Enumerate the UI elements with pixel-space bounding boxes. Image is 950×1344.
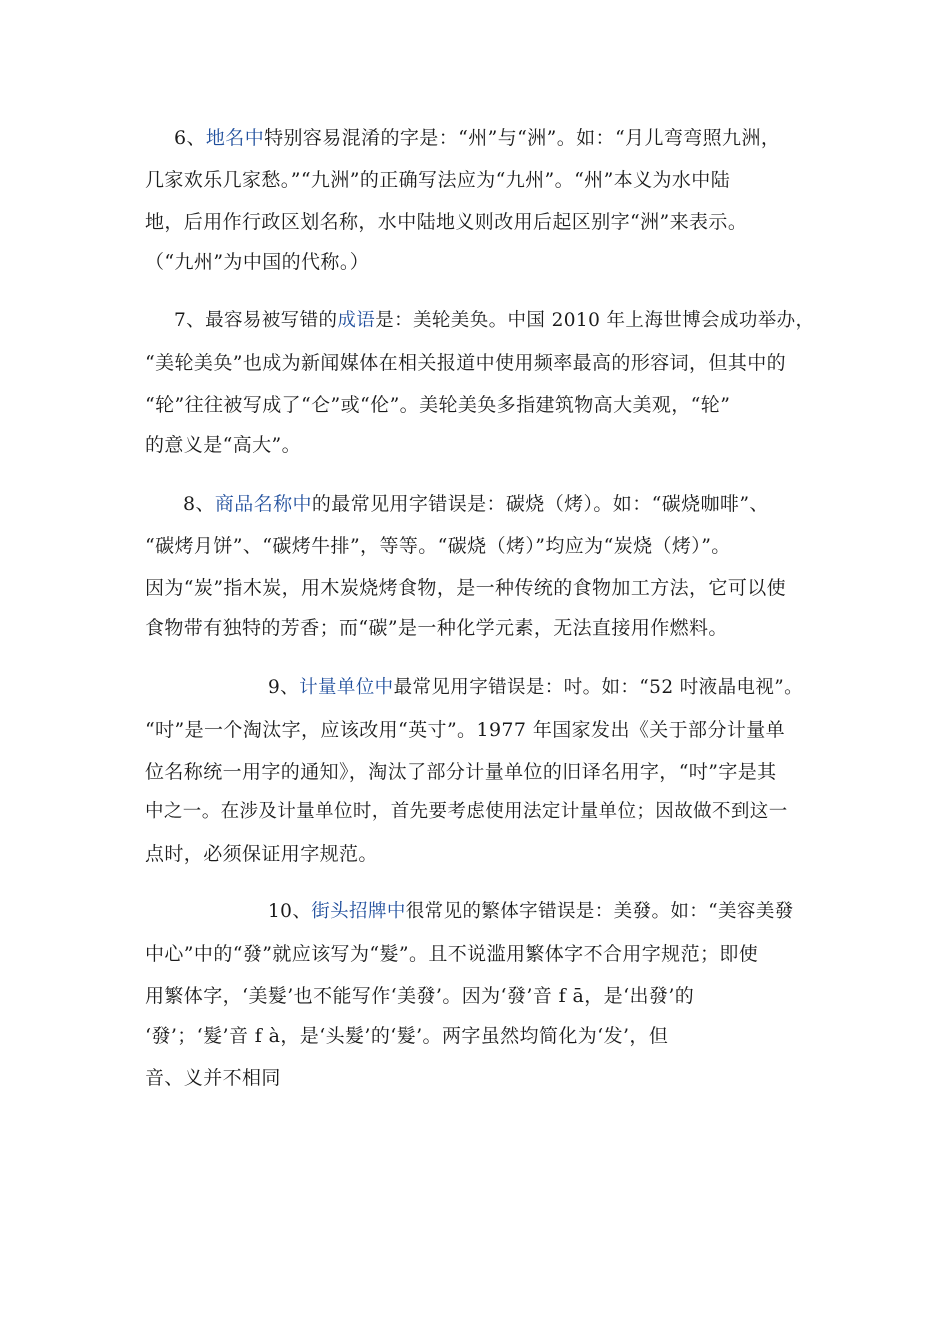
text-run: 很常见的繁体字错误是：美發。如：“美容美發 — [405, 901, 794, 922]
text-line — [268, 676, 803, 700]
text-run: （“九州”为中国的代称。） — [145, 251, 370, 273]
text-line — [174, 126, 780, 150]
text-line — [145, 760, 777, 784]
text-line — [145, 800, 788, 824]
keyword-link[interactable]: 地名中 — [205, 127, 265, 149]
text-run: 8、 — [183, 493, 215, 515]
text-run: 几家欢乐几家愁。”“九洲”的正确写法应为“九州”。“州”本义为水中陆 — [145, 169, 731, 191]
text-line — [145, 1066, 281, 1090]
text-run: 中心”中的“發”就应该写为“髮”。且不说滥用繁体字不合用字规范；即使 — [145, 943, 759, 965]
text-line — [183, 492, 769, 516]
keyword-link[interactable]: 商品名称中 — [214, 493, 312, 515]
text-line — [145, 942, 758, 966]
text-run: 中之一。在涉及计量单位时，首先要考虑使用法定计量单位；因故做不到这一 — [145, 801, 788, 822]
keyword-link[interactable]: 街头招牌中 — [311, 901, 406, 922]
text-line — [145, 210, 747, 234]
text-run: 用繁体字，‘美髮’也不能写作‘美發’。因为‘發’音 f ā，是‘出發’的 — [145, 985, 695, 1007]
text-run: “轮”往往被写成了“仑”或“伦”。美轮美奂多指建筑物高大美观，“轮” — [145, 394, 731, 416]
text-run: 因为“炭”指木炭，用木炭烧烤食物，是一种传统的食物加工方法，它可以使 — [145, 577, 787, 599]
text-line — [145, 576, 786, 600]
text-line — [174, 309, 814, 333]
text-line — [145, 433, 301, 457]
keyword-link[interactable]: 计量单位中 — [299, 677, 394, 698]
text-line — [145, 534, 731, 558]
text-run: 位名称统一用字的通知》，淘汰了部分计量单位的旧译名用字，“吋”字是其 — [145, 761, 777, 783]
text-line — [145, 616, 728, 640]
text-run: 音、义并不相同 — [145, 1067, 281, 1089]
text-run: 最常见用字错误是：吋。如：“52 吋液晶电视”。 — [393, 677, 804, 698]
text-run: 7、最容易被写错的 — [174, 310, 338, 331]
text-run: “美轮美奂”也成为新闻媒体在相关报道中使用频率最高的形容词，但其中的 — [145, 352, 787, 374]
text-run: 食物带有独特的芳香；而“碳”是一种化学元素，无法直接用作燃料。 — [145, 617, 728, 639]
keyword-link[interactable]: 成语 — [337, 310, 376, 331]
text-line — [145, 984, 694, 1008]
text-line — [145, 718, 785, 742]
text-line — [145, 250, 369, 274]
text-run: 点时，必须保证用字规范。 — [145, 843, 378, 865]
text-run: ‘發’；‘髮’音 f à，是‘头髮’的‘髮’。两字虽然均简化为‘发’，但 — [145, 1025, 669, 1047]
text-run: 特别容易混淆的字是：“州”与“洲”。如：“月儿弯弯照九洲， — [264, 127, 781, 149]
text-line — [145, 168, 730, 192]
text-run: 是：美轮美奂。中国 2010 年上海世博会成功举办， — [375, 310, 815, 331]
text-run: “吋”是一个淘汰字，应该改用“英寸”。1977 年国家发出《关于部分计量单 — [145, 719, 786, 741]
text-line — [145, 842, 378, 866]
text-run: 的意义是“高大”。 — [145, 434, 302, 456]
text-run: “碳烤月饼”、“碳烤牛排”，等等。“碳烧（烤）”均应为“炭烧（烤）”。 — [145, 535, 731, 557]
text-run: 6、 — [174, 127, 206, 149]
text-run: 9、 — [268, 677, 300, 698]
text-line — [145, 351, 786, 375]
text-line — [268, 900, 794, 924]
text-run: 10、 — [268, 901, 312, 922]
text-run: 的最常见用字错误是：碳烧（烤）。如：“碳烧咖啡”、 — [311, 493, 769, 515]
text-run: 地，后用作行政区划名称，水中陆地义则改用后起区别字“洲”来表示。 — [145, 211, 748, 233]
text-line — [145, 393, 730, 417]
text-line — [145, 1024, 668, 1048]
